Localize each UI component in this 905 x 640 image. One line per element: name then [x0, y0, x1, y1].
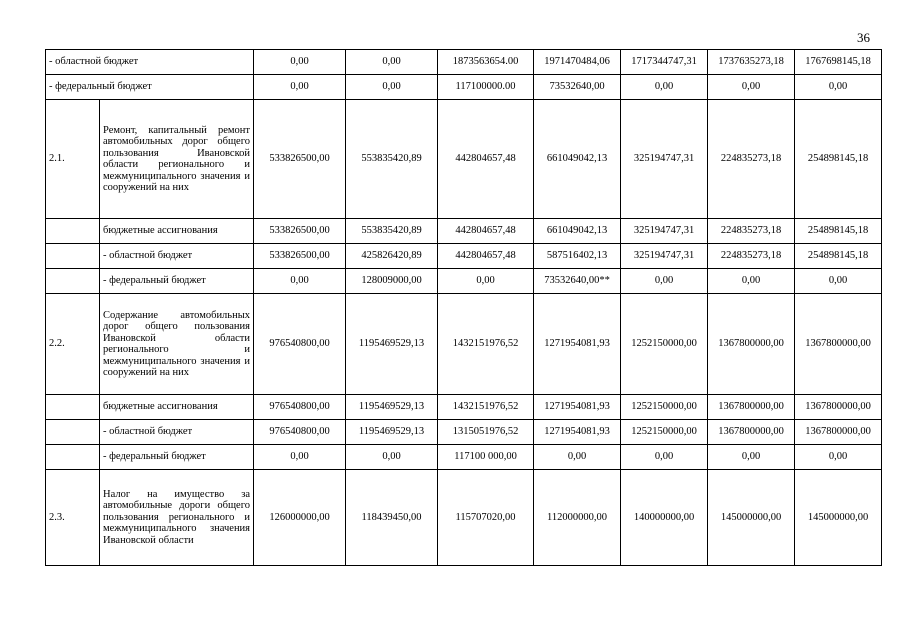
value-cell: 254898145,18 [795, 244, 882, 269]
table-row [46, 420, 882, 445]
value-cell: 1432151976,52 [438, 294, 534, 395]
value-cell: 661049042,13 [534, 100, 621, 219]
table-row-item [46, 470, 882, 566]
value-cell: 976540800,00 [254, 294, 346, 395]
empty-index-cell [46, 445, 100, 470]
value-cell: 1367800000,00 [795, 420, 882, 445]
empty-index-cell [46, 395, 100, 420]
value-cell: 118439450,00 [346, 470, 438, 566]
value-cell: 117100000.00 [438, 75, 534, 100]
value-cell: 1271954081,93 [534, 294, 621, 395]
value-cell: 0,00 [621, 445, 708, 470]
value-cell: 0,00 [346, 50, 438, 75]
value-cell: 1252150000,00 [621, 420, 708, 445]
value-cell: 0,00 [621, 269, 708, 294]
value-cell: 442804657,48 [438, 244, 534, 269]
value-cell: 1432151976,52 [438, 395, 534, 420]
row-description: Содержание автомобильных дорог общего пользования Ивановской области регионального и межмуниципального значения и сооружений на них [100, 294, 254, 395]
budget-table [45, 49, 882, 566]
value-cell: 0,00 [795, 269, 882, 294]
empty-index-cell [46, 420, 100, 445]
value-cell: 115707020,00 [438, 470, 534, 566]
value-cell: 1195469529,13 [346, 395, 438, 420]
value-cell: 325194747,31 [621, 100, 708, 219]
value-cell: 1252150000,00 [621, 294, 708, 395]
row-index: 2.2. [46, 294, 100, 395]
value-cell: 0,00 [795, 445, 882, 470]
value-cell: 1767698145,18 [795, 50, 882, 75]
value-cell: 0,00 [795, 75, 882, 100]
value-cell: 325194747,31 [621, 219, 708, 244]
value-cell: 254898145,18 [795, 219, 882, 244]
table-row [46, 269, 882, 294]
value-cell: 1367800000,00 [708, 420, 795, 445]
value-cell: 425826420,89 [346, 244, 438, 269]
table-row-item [46, 100, 882, 219]
row-label: бюджетные ассигнования [100, 395, 254, 420]
value-cell: 587516402,13 [534, 244, 621, 269]
value-cell: 1271954081,93 [534, 420, 621, 445]
value-cell: 442804657,48 [438, 100, 534, 219]
value-cell: 0,00 [254, 50, 346, 75]
value-cell: 976540800,00 [254, 395, 346, 420]
value-cell: 0,00 [621, 75, 708, 100]
value-cell: 1367800000,00 [795, 294, 882, 395]
value-cell: 1195469529,13 [346, 294, 438, 395]
value-cell: 145000000,00 [795, 470, 882, 566]
row-label: - областной бюджет [100, 244, 254, 269]
value-cell: 1971470484,06 [534, 50, 621, 75]
value-cell: 117100 000,00 [438, 445, 534, 470]
table-row [46, 244, 882, 269]
table-row [46, 395, 882, 420]
value-cell: 1367800000,00 [708, 294, 795, 395]
value-cell: 1737635273,18 [708, 50, 795, 75]
value-cell: 0,00 [346, 75, 438, 100]
row-label: - федеральный бюджет [100, 269, 254, 294]
empty-index-cell [46, 244, 100, 269]
row-label: - областной бюджет [100, 420, 254, 445]
page-number: 36 [857, 30, 870, 45]
value-cell: 0,00 [708, 269, 795, 294]
row-label: - федеральный бюджет [100, 445, 254, 470]
value-cell: 73532640,00 [534, 75, 621, 100]
table-body [46, 50, 882, 566]
table-row [46, 50, 882, 75]
row-index: 2.3. [46, 470, 100, 566]
empty-index-cell [46, 269, 100, 294]
value-cell: 73532640,00** [534, 269, 621, 294]
row-index: 2.1. [46, 100, 100, 219]
table-row [46, 445, 882, 470]
value-cell: 1195469529,13 [346, 420, 438, 445]
value-cell: 1271954081,93 [534, 395, 621, 420]
value-cell: 224835273,18 [708, 219, 795, 244]
value-cell: 533826500,00 [254, 244, 346, 269]
value-cell: 1873563654.00 [438, 50, 534, 75]
value-cell: 224835273,18 [708, 244, 795, 269]
value-cell: 1717344747,31 [621, 50, 708, 75]
value-cell: 0,00 [708, 445, 795, 470]
row-label: - федеральный бюджет [46, 75, 254, 100]
value-cell: 1315051976,52 [438, 420, 534, 445]
value-cell: 145000000,00 [708, 470, 795, 566]
value-cell: 0,00 [254, 75, 346, 100]
value-cell: 112000000,00 [534, 470, 621, 566]
value-cell: 254898145,18 [795, 100, 882, 219]
value-cell: 533826500,00 [254, 219, 346, 244]
value-cell: 553835420,89 [346, 100, 438, 219]
value-cell: 0,00 [708, 75, 795, 100]
value-cell: 0,00 [346, 445, 438, 470]
table-row-item [46, 294, 882, 395]
value-cell: 0,00 [254, 269, 346, 294]
table-row [46, 75, 882, 100]
value-cell: 661049042,13 [534, 219, 621, 244]
value-cell: 442804657,48 [438, 219, 534, 244]
value-cell: 325194747,31 [621, 244, 708, 269]
value-cell: 0,00 [534, 445, 621, 470]
value-cell: 1367800000,00 [795, 395, 882, 420]
row-label: бюджетные ассигнования [100, 219, 254, 244]
value-cell: 126000000,00 [254, 470, 346, 566]
row-description: Налог на имущество за автомобильные дороги общего пользования регионального и межмуниципального значения Ивановской области [100, 470, 254, 566]
value-cell: 553835420,89 [346, 219, 438, 244]
row-label: - областной бюджет [46, 50, 254, 75]
value-cell: 140000000,00 [621, 470, 708, 566]
value-cell: 533826500,00 [254, 100, 346, 219]
empty-index-cell [46, 219, 100, 244]
value-cell: 1252150000,00 [621, 395, 708, 420]
value-cell: 0,00 [438, 269, 534, 294]
value-cell: 976540800,00 [254, 420, 346, 445]
value-cell: 224835273,18 [708, 100, 795, 219]
value-cell: 0,00 [254, 445, 346, 470]
value-cell: 128009000,00 [346, 269, 438, 294]
row-description: Ремонт, капитальный ремонт автомобильных дорог общего пользования Ивановской области регионального и межмуниципального значения и сооружений на них [100, 100, 254, 219]
table-row [46, 219, 882, 244]
value-cell: 1367800000,00 [708, 395, 795, 420]
